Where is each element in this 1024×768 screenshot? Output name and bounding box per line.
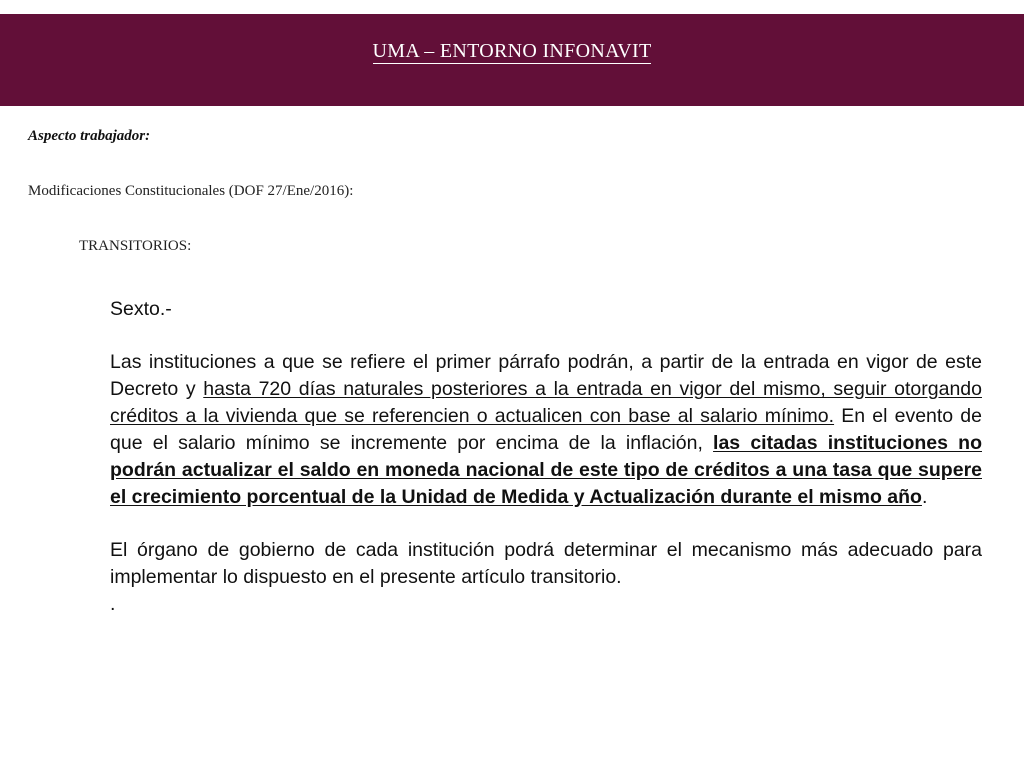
article-body: [110, 296, 982, 618]
article-paragraph-2: El órgano de gobierno de cada institución podrá determinar el mecanismo más adecuado para implementar lo dispuesto en el presente artículo transitorio.: [110, 539, 982, 588]
trailing-period: .: [110, 593, 116, 615]
paragraph-1-text-b: En el evento de que el salario mínimo se incremente por encima de la inflación,: [110, 405, 982, 454]
paragraph-1-bold-underlined-text: las citadas instituciones no podrán actualizar el saldo en moneda nacional de este tipo de créditos a una tasa que supere el crecimiento porcentual de la Unidad de Medida y Actualización durante el mismo año: [110, 432, 982, 508]
slide-title-text: UMA – ENTORNO INFONAVIT: [372, 40, 652, 62]
article-heading: Sexto.-: [110, 298, 172, 320]
paragraph-1-underlined-text: hasta 720 días naturales posteriores a la entrada en vigor del mismo, seguir otorgando créditos a la vivienda que se referencien o actualicen con base al salario mínimo.: [110, 378, 982, 427]
article-paragraph-1: [110, 349, 982, 511]
slide-title: [0, 40, 1024, 63]
transitorios-label: TRANSITORIOS:: [79, 238, 192, 254]
paragraph-1-text-c: .: [921, 486, 928, 508]
modificaciones-label: Modificaciones Constitucionales (DOF 27/Ene/2016):: [28, 183, 354, 199]
aspecto-label: Aspecto trabajador:: [28, 128, 151, 144]
paragraph-1-text-a: Las instituciones a que se refiere el primer párrafo podrán, a partir de la entrada en vigor de este Decreto y: [110, 351, 982, 400]
